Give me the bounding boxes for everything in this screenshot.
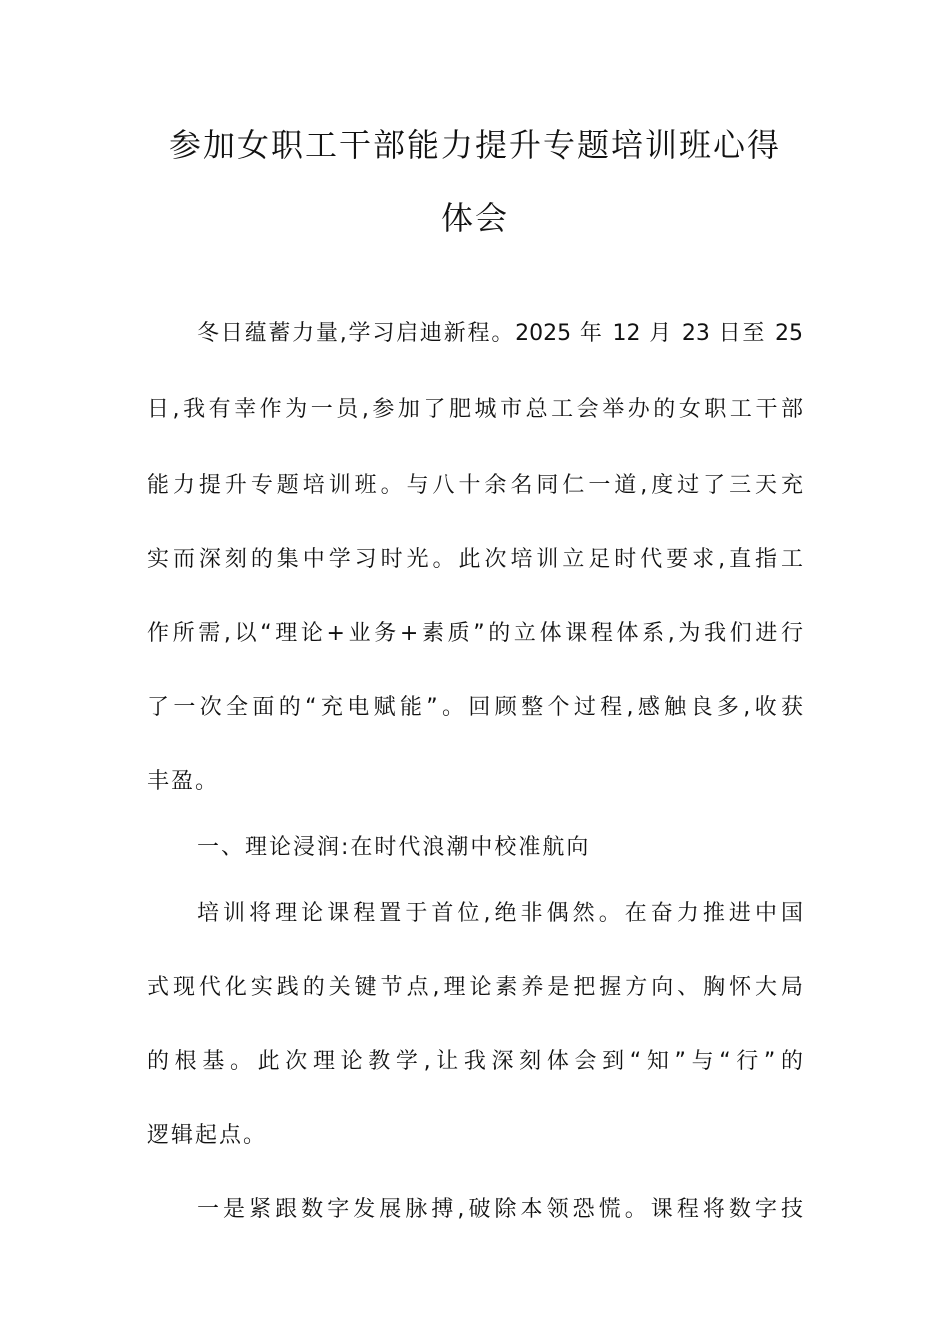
paragraph-line: 实而深刻的集中学习时光。此次培训立足时代要求,直指工 [147,547,803,572]
paragraph-line: 的根基。此次理论教学,让我深刻体会到“知”与“行”的 [147,1049,803,1074]
paragraph-line: 丰盈。 [147,769,220,794]
document-title-line-2: 体会 [440,199,509,237]
document-title-line-1: 参加女职工干部能力提升专题培训班心得 [168,126,781,164]
paragraph-line: 作所需,以“理论+业务+素质”的立体课程体系,为我们进行 [147,621,803,646]
paragraph-line: 冬日蕴蓄力量,学习启迪新程。2025 年 12 月 23 日至 25 [197,321,803,346]
paragraph-line: 培训将理论课程置于首位,绝非偶然。在奋力推进中国 [197,901,803,926]
section-heading: 一、理论浸润:在时代浪潮中校准航向 [197,835,591,860]
paragraph-line: 一是紧跟数字发展脉搏,破除本领恐慌。课程将数字技 [197,1197,803,1222]
paragraph-line: 式现代化实践的关键节点,理论素养是把握方向、胸怀大局 [147,975,803,1000]
paragraph-line: 了一次全面的“充电赋能”。回顾整个过程,感触良多,收获 [147,695,803,720]
paragraph-line: 能力提升专题培训班。与八十余名同仁一道,度过了三天充 [147,473,803,498]
paragraph-line: 日,我有幸作为一员,参加了肥城市总工会举办的女职工干部 [147,397,803,422]
paragraph-line: 逻辑起点。 [147,1123,268,1148]
